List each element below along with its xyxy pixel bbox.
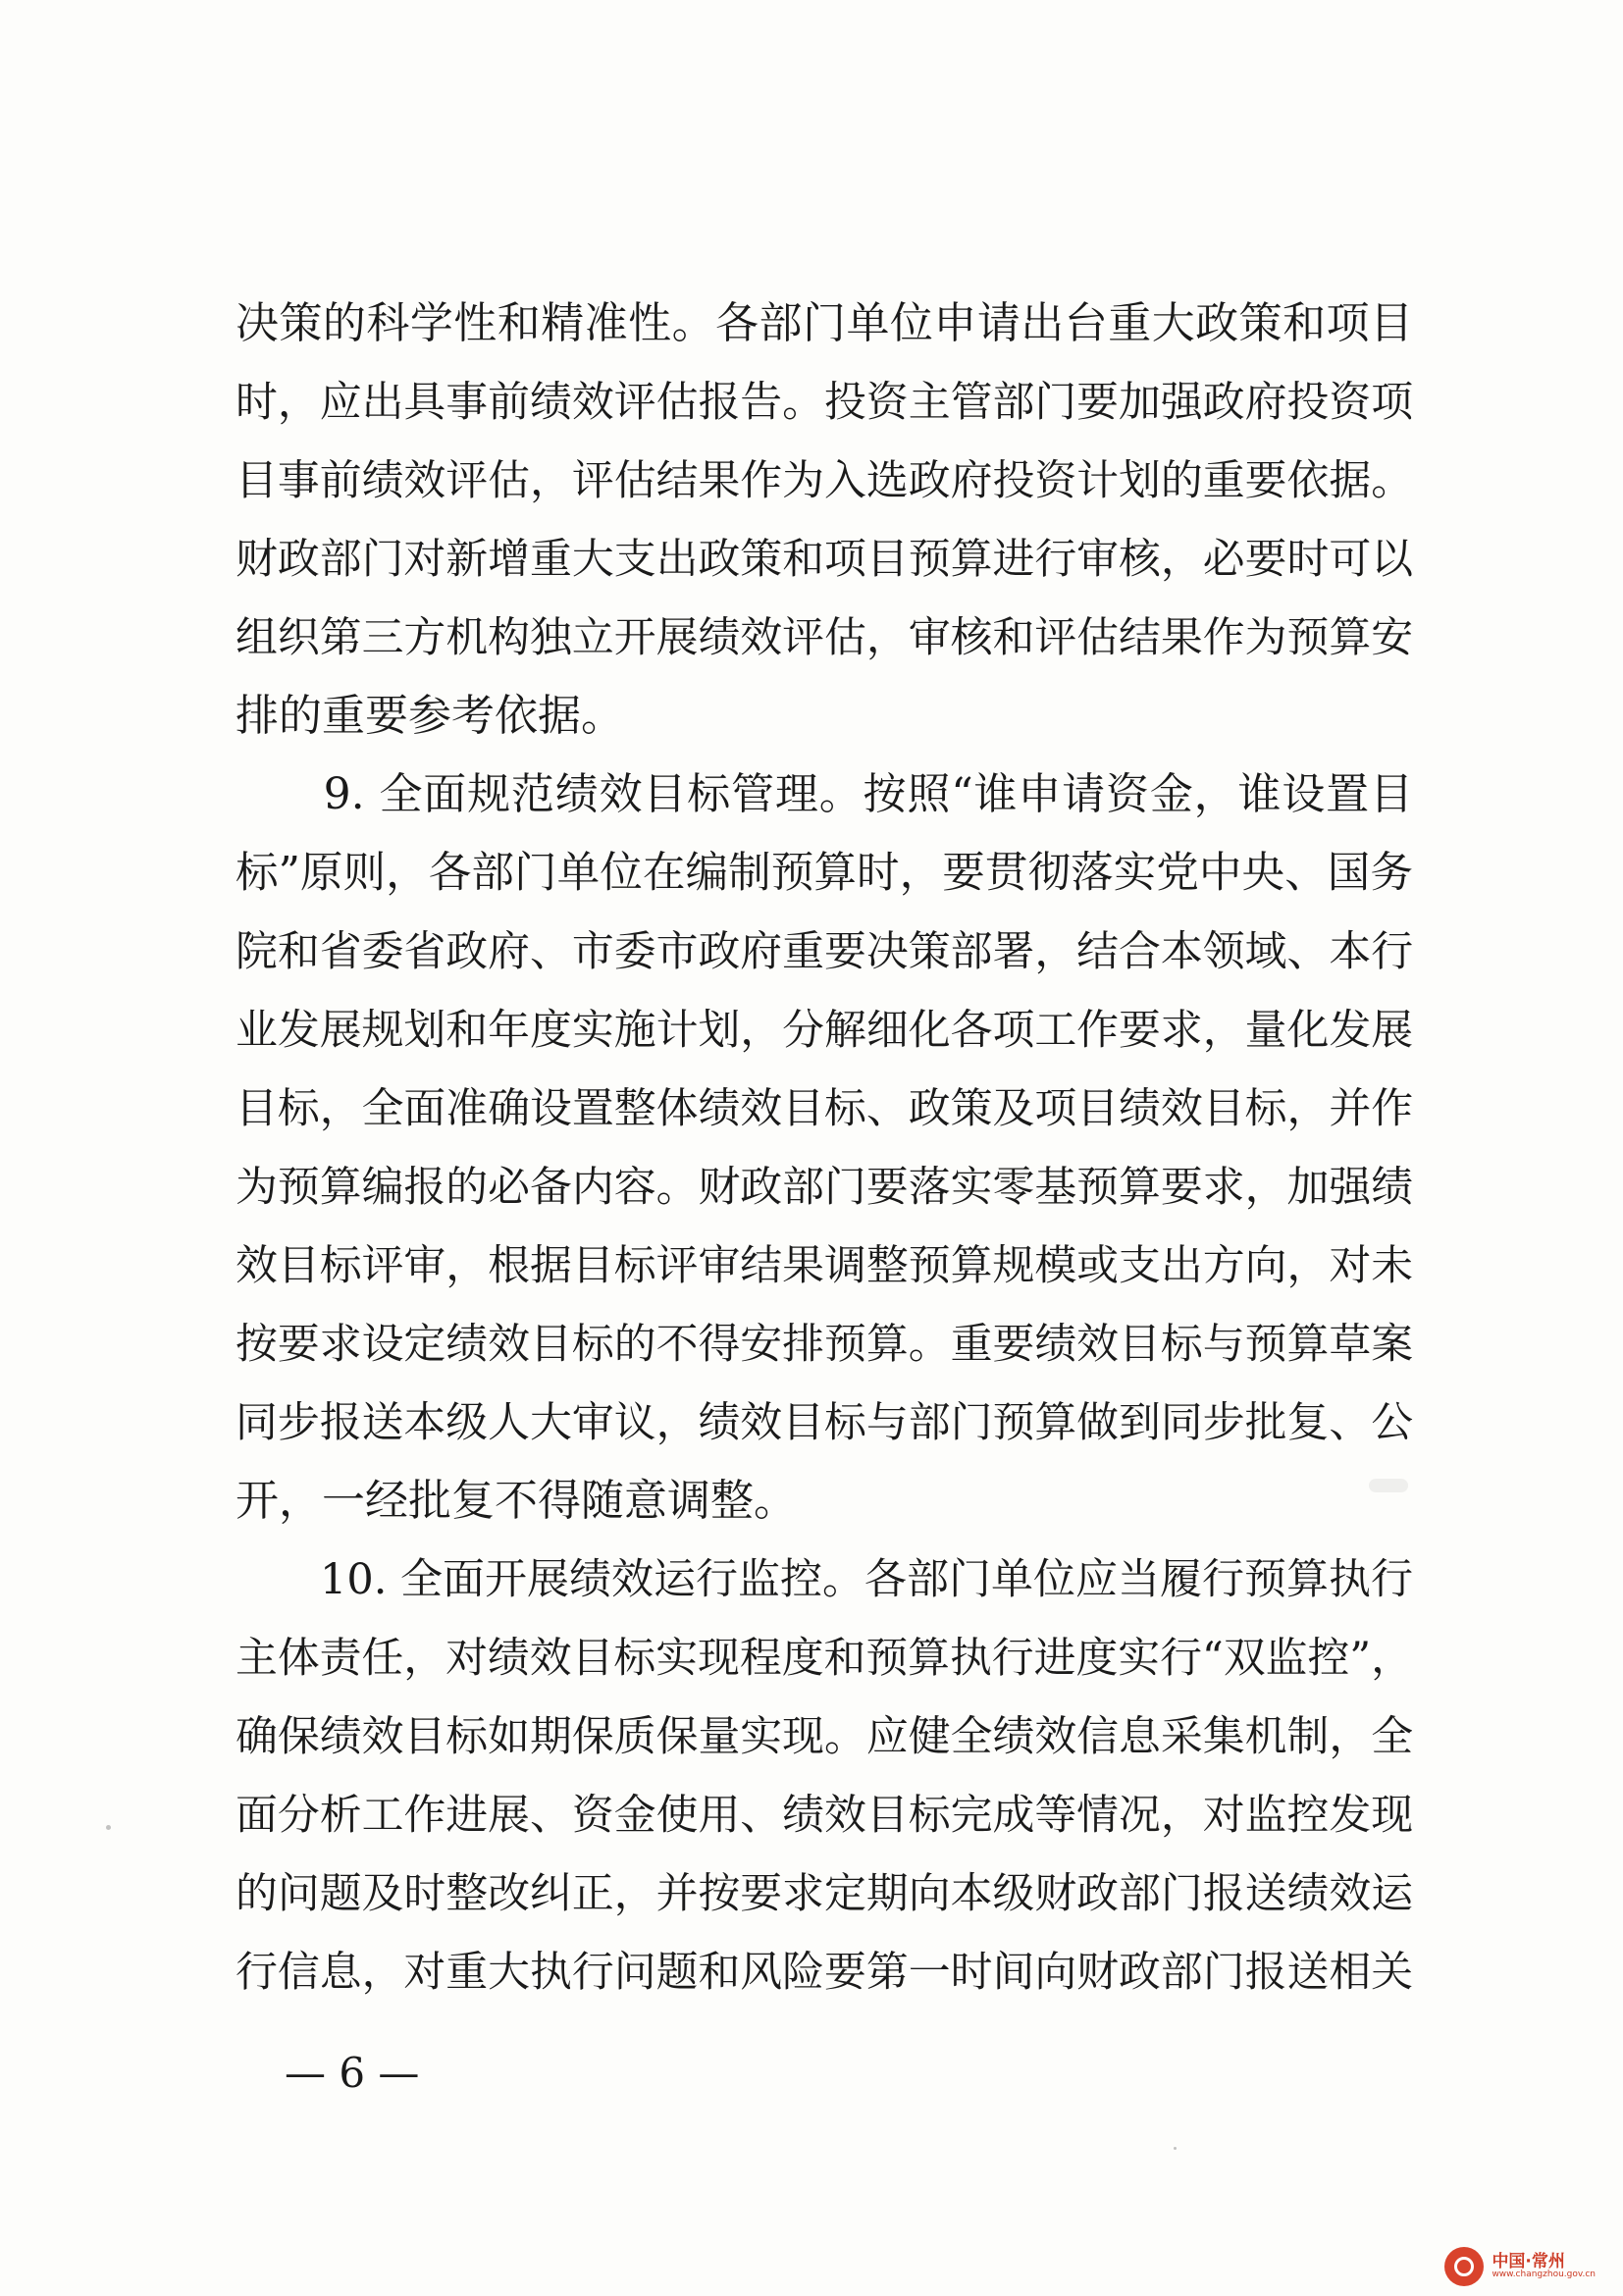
text-line: 面分析工作进展、资金使用、绩效目标完成等情况，对监控发现 [236,1791,1414,1840]
text-line: 确保绩效目标如期保质保量实现。应健全绩效信息采集机制，全 [236,1712,1414,1761]
text-line: 同步报送本级人大审议，绩效目标与部门预算做到同步批复、公 [236,1398,1414,1447]
text-line: 的问题及时整改纠正，并按要求定期向本级财政部门报送绩效运 [236,1869,1414,1918]
text-line: 主体责任，对绩效目标实现程度和预算执行进度实行“双监控”， [236,1634,1413,1683]
seal-icon [1444,2247,1484,2286]
site-watermark [1444,2247,1596,2286]
text-line: 组织第三方机构独立开展绩效评估，审核和评估结果作为预算安 [236,613,1414,662]
paragraph-1 [236,285,1413,756]
text-line: 排的重要参考依据。 [236,691,624,741]
text-line: 为预算编报的必备内容。财政部门要落实零基预算要求，加强绩 [236,1163,1414,1212]
scan-smudge [1369,1479,1408,1492]
text-line: 时，应出具事前绩效评估报告。投资主管部门要加强政府投资项 [236,378,1414,427]
text-line: 业发展规划和年度实施计划，分解细化各项工作要求，量化发展 [236,1006,1414,1055]
watermark-subtitle: www.changzhou.gov.cn [1492,2270,1596,2280]
page-number: — 6 — [285,2049,420,2097]
document-body [236,285,1413,2011]
text-line: 决策的科学性和精准性。各部门单位申请出台重大政策和项目 [236,298,1413,348]
text-line: 目标，全面准确设置整体绩效目标、政策及项目绩效目标，并作 [236,1084,1414,1133]
text-line: 行信息，对重大执行问题和风险要第一时间向财政部门报送相关 [236,1948,1414,1997]
paragraph-2 [236,756,1413,1540]
paragraph-3 [236,1540,1413,2011]
watermark-title: 中国·常州 [1492,2251,1565,2271]
text-line: 标”原则，各部门单位在编制预算时，要贯彻落实党中央、国务 [236,849,1413,898]
text-line: 院和省委省政府、市委市政府重要决策部署，结合本领域、本行 [236,927,1414,976]
text-line: 财政部门对新增重大支出政策和项目预算进行审核，必要时可以 [236,535,1414,584]
text-line: 目事前绩效评估，评估结果作为入选政府投资计划的重要依据。 [236,456,1414,505]
scan-speck [106,1825,111,1830]
text-line: 10. 全面开展绩效运行监控。各部门单位应当履行预算执行 [236,1555,1414,1604]
text-line: 开，一经批复不得随意调整。 [236,1476,797,1526]
text-line: 效目标评审，根据目标评审结果调整预算规模或支出方向，对未 [236,1241,1414,1290]
text-line: 按要求设定绩效目标的不得安排预算。重要绩效目标与预算草案 [236,1320,1414,1369]
text-line: 9. 全面规范绩效目标管理。按照“谁申请资金，谁设置目 [236,769,1413,819]
scan-speck [1174,2147,1177,2150]
